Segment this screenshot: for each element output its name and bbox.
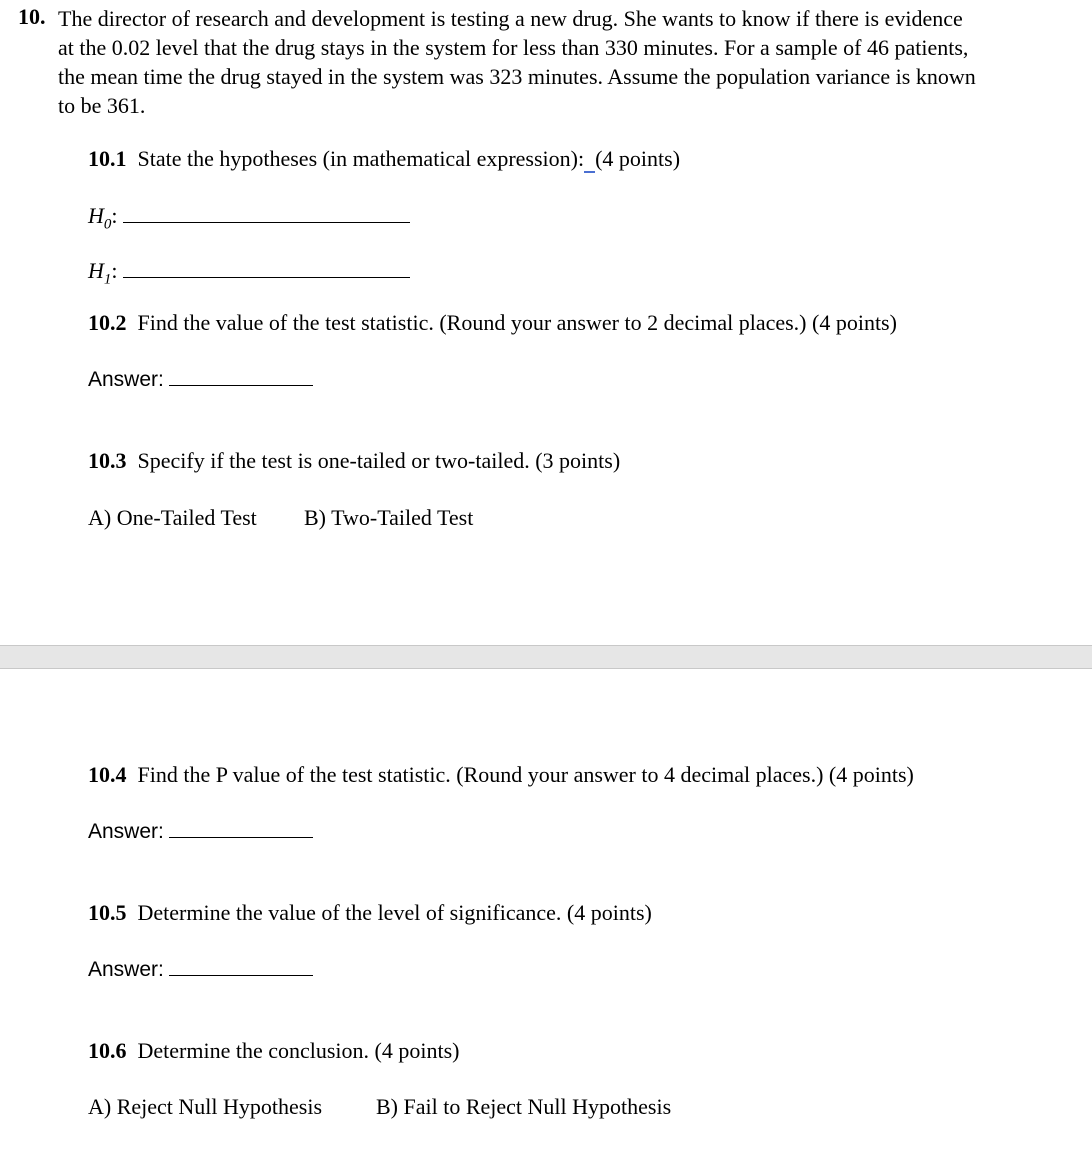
part-10-1-prompt bbox=[88, 146, 680, 172]
h1-answer-blank[interactable] bbox=[123, 259, 410, 278]
part-10-5-text: Determine the value of the level of significance. (4 points) bbox=[137, 900, 652, 925]
part-10-1-points: (4 points) bbox=[595, 146, 681, 171]
part-10-6-text: Determine the conclusion. (4 points) bbox=[137, 1038, 460, 1063]
page-break-divider bbox=[0, 645, 1092, 669]
part-10-5-answer-label: Answer: bbox=[88, 958, 164, 981]
part-10-2-text: Find the value of the test statistic. (Round your answer to 2 decimal places.) (4 points) bbox=[137, 310, 897, 335]
part-10-1-underline bbox=[584, 146, 595, 173]
part-10-5-answer-blank[interactable] bbox=[169, 957, 313, 976]
part-10-1-text: State the hypotheses (in mathematical expression): bbox=[137, 146, 585, 171]
part-10-4-number: 10.4 bbox=[88, 762, 127, 787]
question-number: 10. bbox=[18, 4, 46, 29]
part-10-3-text: Specify if the test is one-tailed or two-tailed. (3 points) bbox=[137, 448, 621, 473]
part-10-3-option-b[interactable]: B) Two-Tailed Test bbox=[304, 505, 474, 530]
question-line-2: at the 0.02 level that the drug stays in the system for less than 330 minutes. For a sample of 46 patients, bbox=[58, 35, 969, 60]
part-10-6-option-a[interactable]: A) Reject Null Hypothesis bbox=[88, 1094, 323, 1119]
part-10-6-prompt bbox=[88, 1038, 459, 1064]
part-10-2-answer-blank[interactable] bbox=[169, 367, 313, 386]
question-line-3: the mean time the drug stayed in the system was 323 minutes. Assume the population variance is known bbox=[58, 64, 976, 89]
h1-colon: : bbox=[111, 258, 118, 283]
part-10-2-answer-label: Answer: bbox=[88, 368, 164, 391]
question-line-1: The director of research and development is testing a new drug. She wants to know if there is evidence bbox=[58, 6, 963, 31]
part-10-2-prompt bbox=[88, 310, 897, 336]
part-10-4-prompt bbox=[88, 762, 914, 788]
part-10-3-number: 10.3 bbox=[88, 448, 127, 473]
part-10-3-prompt bbox=[88, 448, 620, 474]
part-10-6-option-b[interactable]: B) Fail to Reject Null Hypothesis bbox=[376, 1094, 672, 1119]
h1-label: H bbox=[88, 258, 104, 283]
question-line-4: to be 361. bbox=[58, 93, 146, 118]
part-10-5-prompt bbox=[88, 900, 652, 926]
part-10-4-answer-blank[interactable] bbox=[169, 819, 313, 838]
h0-label: H bbox=[88, 203, 104, 228]
part-10-2-answer bbox=[88, 366, 313, 392]
h0-line bbox=[88, 203, 410, 233]
page-bottom bbox=[0, 669, 1092, 1164]
part-10-5-answer bbox=[88, 956, 313, 982]
h1-line bbox=[88, 258, 410, 288]
part-10-6-number: 10.6 bbox=[88, 1038, 127, 1063]
part-10-5-number: 10.5 bbox=[88, 900, 127, 925]
h0-subscript: 0 bbox=[103, 216, 112, 233]
h0-colon: : bbox=[111, 203, 118, 228]
part-10-4-text: Find the P value of the test statistic. (Round your answer to 4 decimal places.) (4 points) bbox=[137, 762, 914, 787]
part-10-4-answer-label: Answer: bbox=[88, 820, 164, 843]
part-10-3-option-a[interactable]: A) One-Tailed Test bbox=[88, 505, 257, 530]
part-10-4-answer bbox=[88, 818, 313, 844]
part-10-2-number: 10.2 bbox=[88, 310, 127, 335]
part-10-1-number: 10.1 bbox=[88, 146, 127, 171]
h0-answer-blank[interactable] bbox=[123, 204, 410, 223]
h1-subscript: 1 bbox=[103, 271, 112, 288]
